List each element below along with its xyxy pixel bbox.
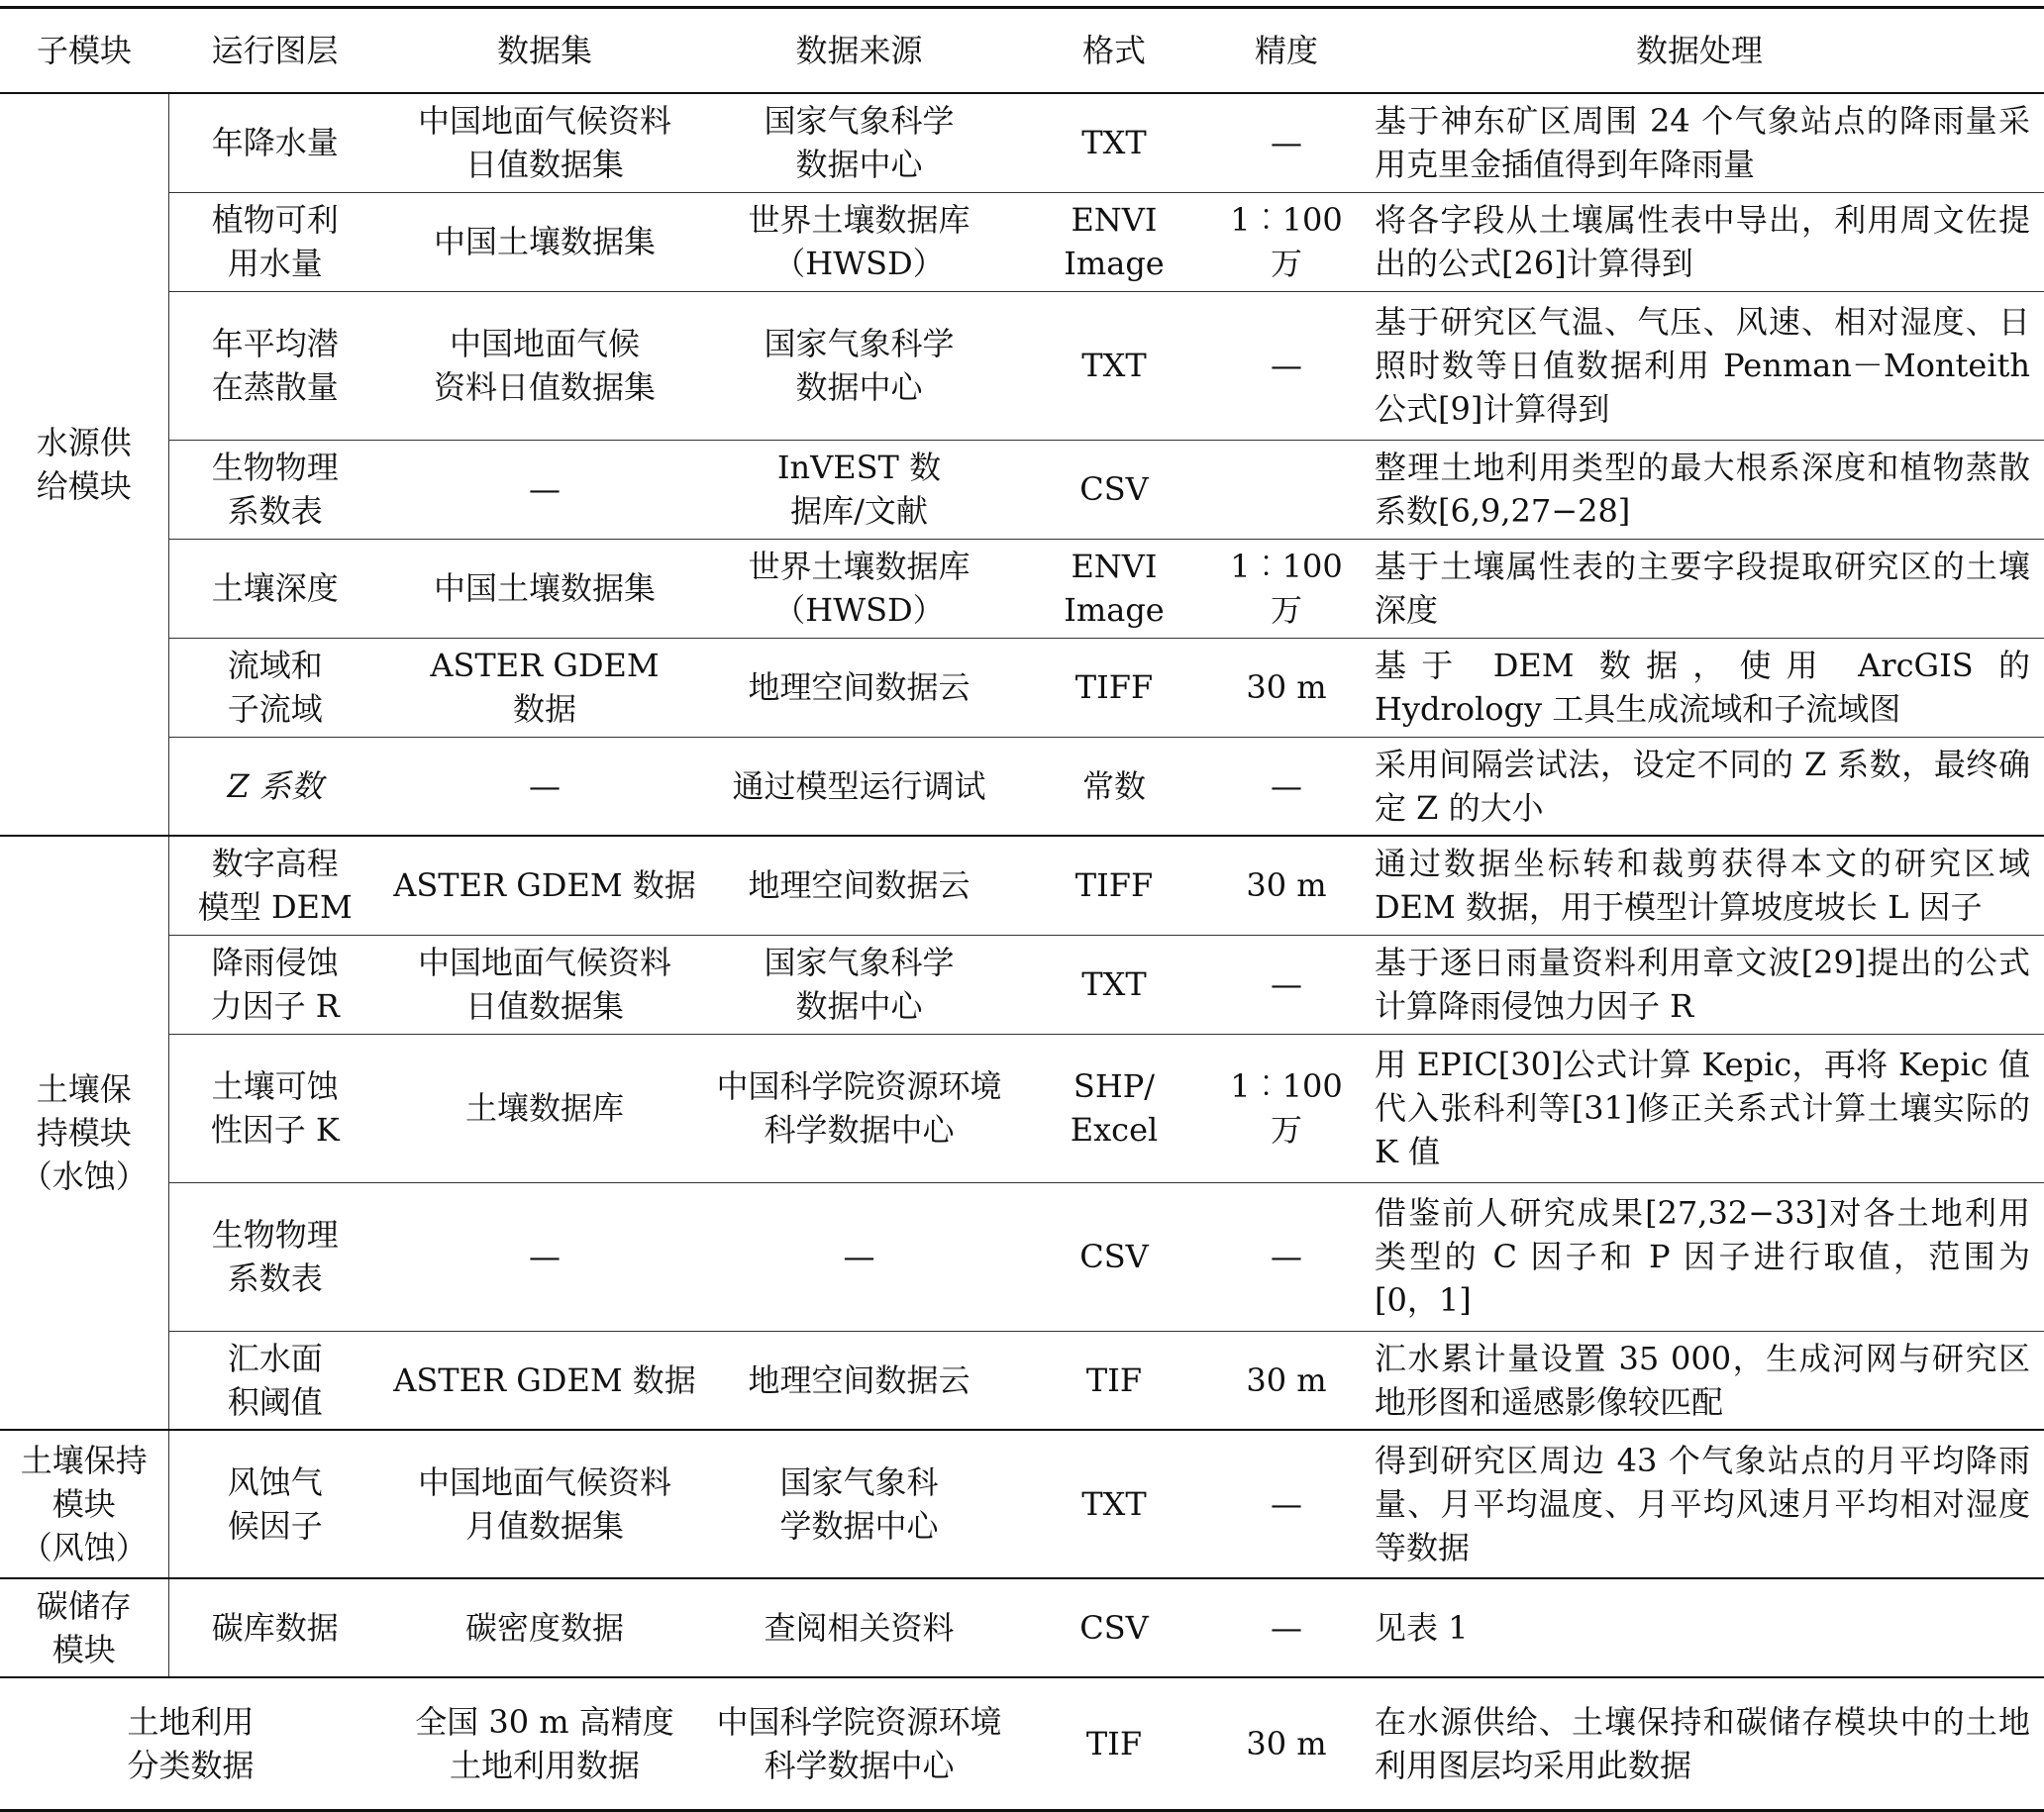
table-row xyxy=(0,836,2044,935)
cell-layer: 土壤可蚀 性因子 K xyxy=(168,1034,381,1182)
cell-source: 国家气象科 学数据中心 xyxy=(708,1430,1010,1578)
cell-format: TIFF xyxy=(1010,638,1218,737)
table-row xyxy=(0,539,2044,638)
cell-source: 中国科学院资源环境 科学数据中心 xyxy=(708,1677,1010,1810)
header-processing: 数据处理 xyxy=(1355,8,2044,94)
cell-source: 世界土壤数据库 （HWSD） xyxy=(708,192,1010,291)
cell-layer: 降雨侵蚀 力因子 R xyxy=(168,935,381,1034)
cell-layer: 风蚀气 候因子 xyxy=(168,1430,381,1578)
cell-source: 地理空间数据云 xyxy=(708,638,1010,737)
cell-processing: 基于逐日雨量资料利用章文波[29]提出的公式计算降雨侵蚀力因子 R xyxy=(1355,935,2044,1034)
cell-precision: 1︰100 万 xyxy=(1218,1034,1355,1182)
table-row xyxy=(0,192,2044,291)
cell-precision xyxy=(1218,440,1355,539)
cell-source: 地理空间数据云 xyxy=(708,1331,1010,1430)
cell-source: 国家气象科学 数据中心 xyxy=(708,93,1010,192)
cell-processing: 用 EPIC[30]公式计算 Kepic，再将 Kepic 值代入张科利等[31]修正关系式计算土壤实际的 K 值 xyxy=(1355,1034,2044,1182)
cell-processing: 见表 1 xyxy=(1355,1578,2044,1677)
cell-format: TXT xyxy=(1010,1430,1218,1578)
module-carbon-storage: 碳储存 模块 xyxy=(0,1578,168,1677)
header-format: 格式 xyxy=(1010,8,1218,94)
table-row xyxy=(0,1578,2044,1677)
cell-layer: 生物物理 系数表 xyxy=(168,440,381,539)
cell-dataset: 中国土壤数据集 xyxy=(381,539,708,638)
cell-layer: Z 系数 xyxy=(168,737,381,836)
cell-precision: — xyxy=(1218,1182,1355,1331)
cell-layer: 数字高程 模型 DEM xyxy=(168,836,381,935)
table-row xyxy=(0,291,2044,440)
header-dataset: 数据集 xyxy=(381,8,708,94)
cell-source: 国家气象科学 数据中心 xyxy=(708,935,1010,1034)
cell-dataset: ASTER GDEM 数据 xyxy=(381,1331,708,1430)
cell-dataset: — xyxy=(381,440,708,539)
cell-dataset: ASTER GDEM 数据 xyxy=(381,638,708,737)
cell-dataset: 中国地面气候资料 月值数据集 xyxy=(381,1430,708,1578)
cell-layer: 碳库数据 xyxy=(168,1578,381,1677)
header-precision: 精度 xyxy=(1218,8,1355,94)
table-row xyxy=(0,737,2044,836)
module-soil-water-erosion: 土壤保 持模块 （水蚀） xyxy=(0,836,168,1430)
data-table-container xyxy=(0,6,2044,1812)
cell-dataset: — xyxy=(381,737,708,836)
cell-layer: 植物可利 用水量 xyxy=(168,192,381,291)
module-water-supply: 水源供 给模块 xyxy=(0,93,168,836)
cell-processing: 借鉴前人研究成果[27,32−33]对各土地利用类型的 C 因子和 P 因子进行取值，范围为[0，1] xyxy=(1355,1182,2044,1331)
cell-source: InVEST 数 据库/文献 xyxy=(708,440,1010,539)
cell-processing: 基于土壤属性表的主要字段提取研究区的土壤深度 xyxy=(1355,539,2044,638)
cell-precision: 1︰100 万 xyxy=(1218,539,1355,638)
cell-dataset: 中国地面气候资料 日值数据集 xyxy=(381,93,708,192)
cell-layer: 汇水面 积阈值 xyxy=(168,1331,381,1430)
cell-precision: 30 m xyxy=(1218,638,1355,737)
cell-format: TIF xyxy=(1010,1677,1218,1810)
cell-format: TXT xyxy=(1010,93,1218,192)
cell-precision: — xyxy=(1218,1430,1355,1578)
cell-format: ENVI Image xyxy=(1010,192,1218,291)
table-row xyxy=(0,93,2044,192)
table-header xyxy=(0,8,2044,94)
table-body xyxy=(0,93,2044,1810)
cell-format: CSV xyxy=(1010,1182,1218,1331)
cell-processing: 通过数据坐标转和裁剪获得本文的研究区域 DEM 数据，用于模型计算坡度坡长 L 因子 xyxy=(1355,836,2044,935)
cell-format: SHP/ Excel xyxy=(1010,1034,1218,1182)
table-row xyxy=(0,1182,2044,1331)
header-submodule: 子模块 xyxy=(0,8,168,94)
table-row xyxy=(0,638,2044,737)
header-source: 数据来源 xyxy=(708,8,1010,94)
cell-processing: 基于 DEM 数据，使用 ArcGIS 的 Hydrology 工具生成流域和子流域图 xyxy=(1355,638,2044,737)
cell-processing: 汇水累计量设置 35 000，生成河网与研究区地形图和遥感影像较匹配 xyxy=(1355,1331,2044,1430)
cell-format: TIF xyxy=(1010,1331,1218,1430)
cell-layer: 流域和 子流域 xyxy=(168,638,381,737)
table-row xyxy=(0,1331,2044,1430)
cell-layer: 年降水量 xyxy=(168,93,381,192)
cell-format: TXT xyxy=(1010,935,1218,1034)
cell-processing: 将各字段从土壤属性表中导出，利用周文佐提出的公式[26]计算得到 xyxy=(1355,192,2044,291)
cell-source: — xyxy=(708,1182,1010,1331)
cell-precision: — xyxy=(1218,93,1355,192)
cell-processing: 基于神东矿区周围 24 个气象站点的降雨量采用克里金插值得到年降雨量 xyxy=(1355,93,2044,192)
cell-precision: — xyxy=(1218,1578,1355,1677)
cell-source: 查阅相关资料 xyxy=(708,1578,1010,1677)
cell-source: 世界土壤数据库 （HWSD） xyxy=(708,539,1010,638)
data-table xyxy=(0,6,2044,1812)
cell-dataset: 中国地面气候资料 日值数据集 xyxy=(381,935,708,1034)
cell-precision: 30 m xyxy=(1218,1331,1355,1430)
cell-precision: 30 m xyxy=(1218,836,1355,935)
cell-layer: 土壤深度 xyxy=(168,539,381,638)
cell-format: TXT xyxy=(1010,291,1218,440)
table-row xyxy=(0,1034,2044,1182)
cell-dataset: 土壤数据库 xyxy=(381,1034,708,1182)
cell-format: CSV xyxy=(1010,1578,1218,1677)
cell-dataset: 全国 30 m 高精度 土地利用数据 xyxy=(381,1677,708,1810)
cell-precision: 1︰100 万 xyxy=(1218,192,1355,291)
cell-layer: 生物物理 系数表 xyxy=(168,1182,381,1331)
module-soil-wind-erosion: 土壤保持 模块 （风蚀） xyxy=(0,1430,168,1578)
cell-format: CSV xyxy=(1010,440,1218,539)
cell-format: 常数 xyxy=(1010,737,1218,836)
cell-layer: 年平均潜 在蒸散量 xyxy=(168,291,381,440)
cell-dataset: — xyxy=(381,1182,708,1331)
table-row-land-use xyxy=(0,1677,2044,1810)
cell-source: 中国科学院资源环境 科学数据中心 xyxy=(708,1034,1010,1182)
cell-precision: — xyxy=(1218,935,1355,1034)
table-row xyxy=(0,440,2044,539)
cell-processing: 整理土地利用类型的最大根系深度和植物蒸散系数[6,9,27−28] xyxy=(1355,440,2044,539)
cell-precision: 30 m xyxy=(1218,1677,1355,1810)
cell-dataset: 中国土壤数据集 xyxy=(381,192,708,291)
cell-dataset: 碳密度数据 xyxy=(381,1578,708,1677)
cell-source: 国家气象科学 数据中心 xyxy=(708,291,1010,440)
cell-precision: — xyxy=(1218,291,1355,440)
cell-processing: 得到研究区周边 43 个气象站点的月平均降雨量、月平均温度、月平均风速月平均相对湿度等数据 xyxy=(1355,1430,2044,1578)
cell-processing: 基于研究区气温、气压、风速、相对湿度、日照时数等日值数据利用 Penman－Monteith 公式[9]计算得到 xyxy=(1355,291,2044,440)
cell-source: 地理空间数据云 xyxy=(708,836,1010,935)
cell-dataset: 中国地面气候 资料日值数据集 xyxy=(381,291,708,440)
cell-layer: 土地利用 分类数据 xyxy=(0,1677,381,1810)
cell-processing: 在水源供给、土壤保持和碳储存模块中的土地利用图层均采用此数据 xyxy=(1355,1677,2044,1810)
cell-source: 通过模型运行调试 xyxy=(708,737,1010,836)
table-row xyxy=(0,935,2044,1034)
cell-precision: — xyxy=(1218,737,1355,836)
cell-format: TIFF xyxy=(1010,836,1218,935)
table-row xyxy=(0,1430,2044,1578)
cell-dataset: ASTER GDEM 数据 xyxy=(381,836,708,935)
header-layer: 运行图层 xyxy=(168,8,381,94)
cell-format: ENVI Image xyxy=(1010,539,1218,638)
cell-processing: 采用间隔尝试法，设定不同的 Z 系数，最终确定 Z 的大小 xyxy=(1355,737,2044,836)
